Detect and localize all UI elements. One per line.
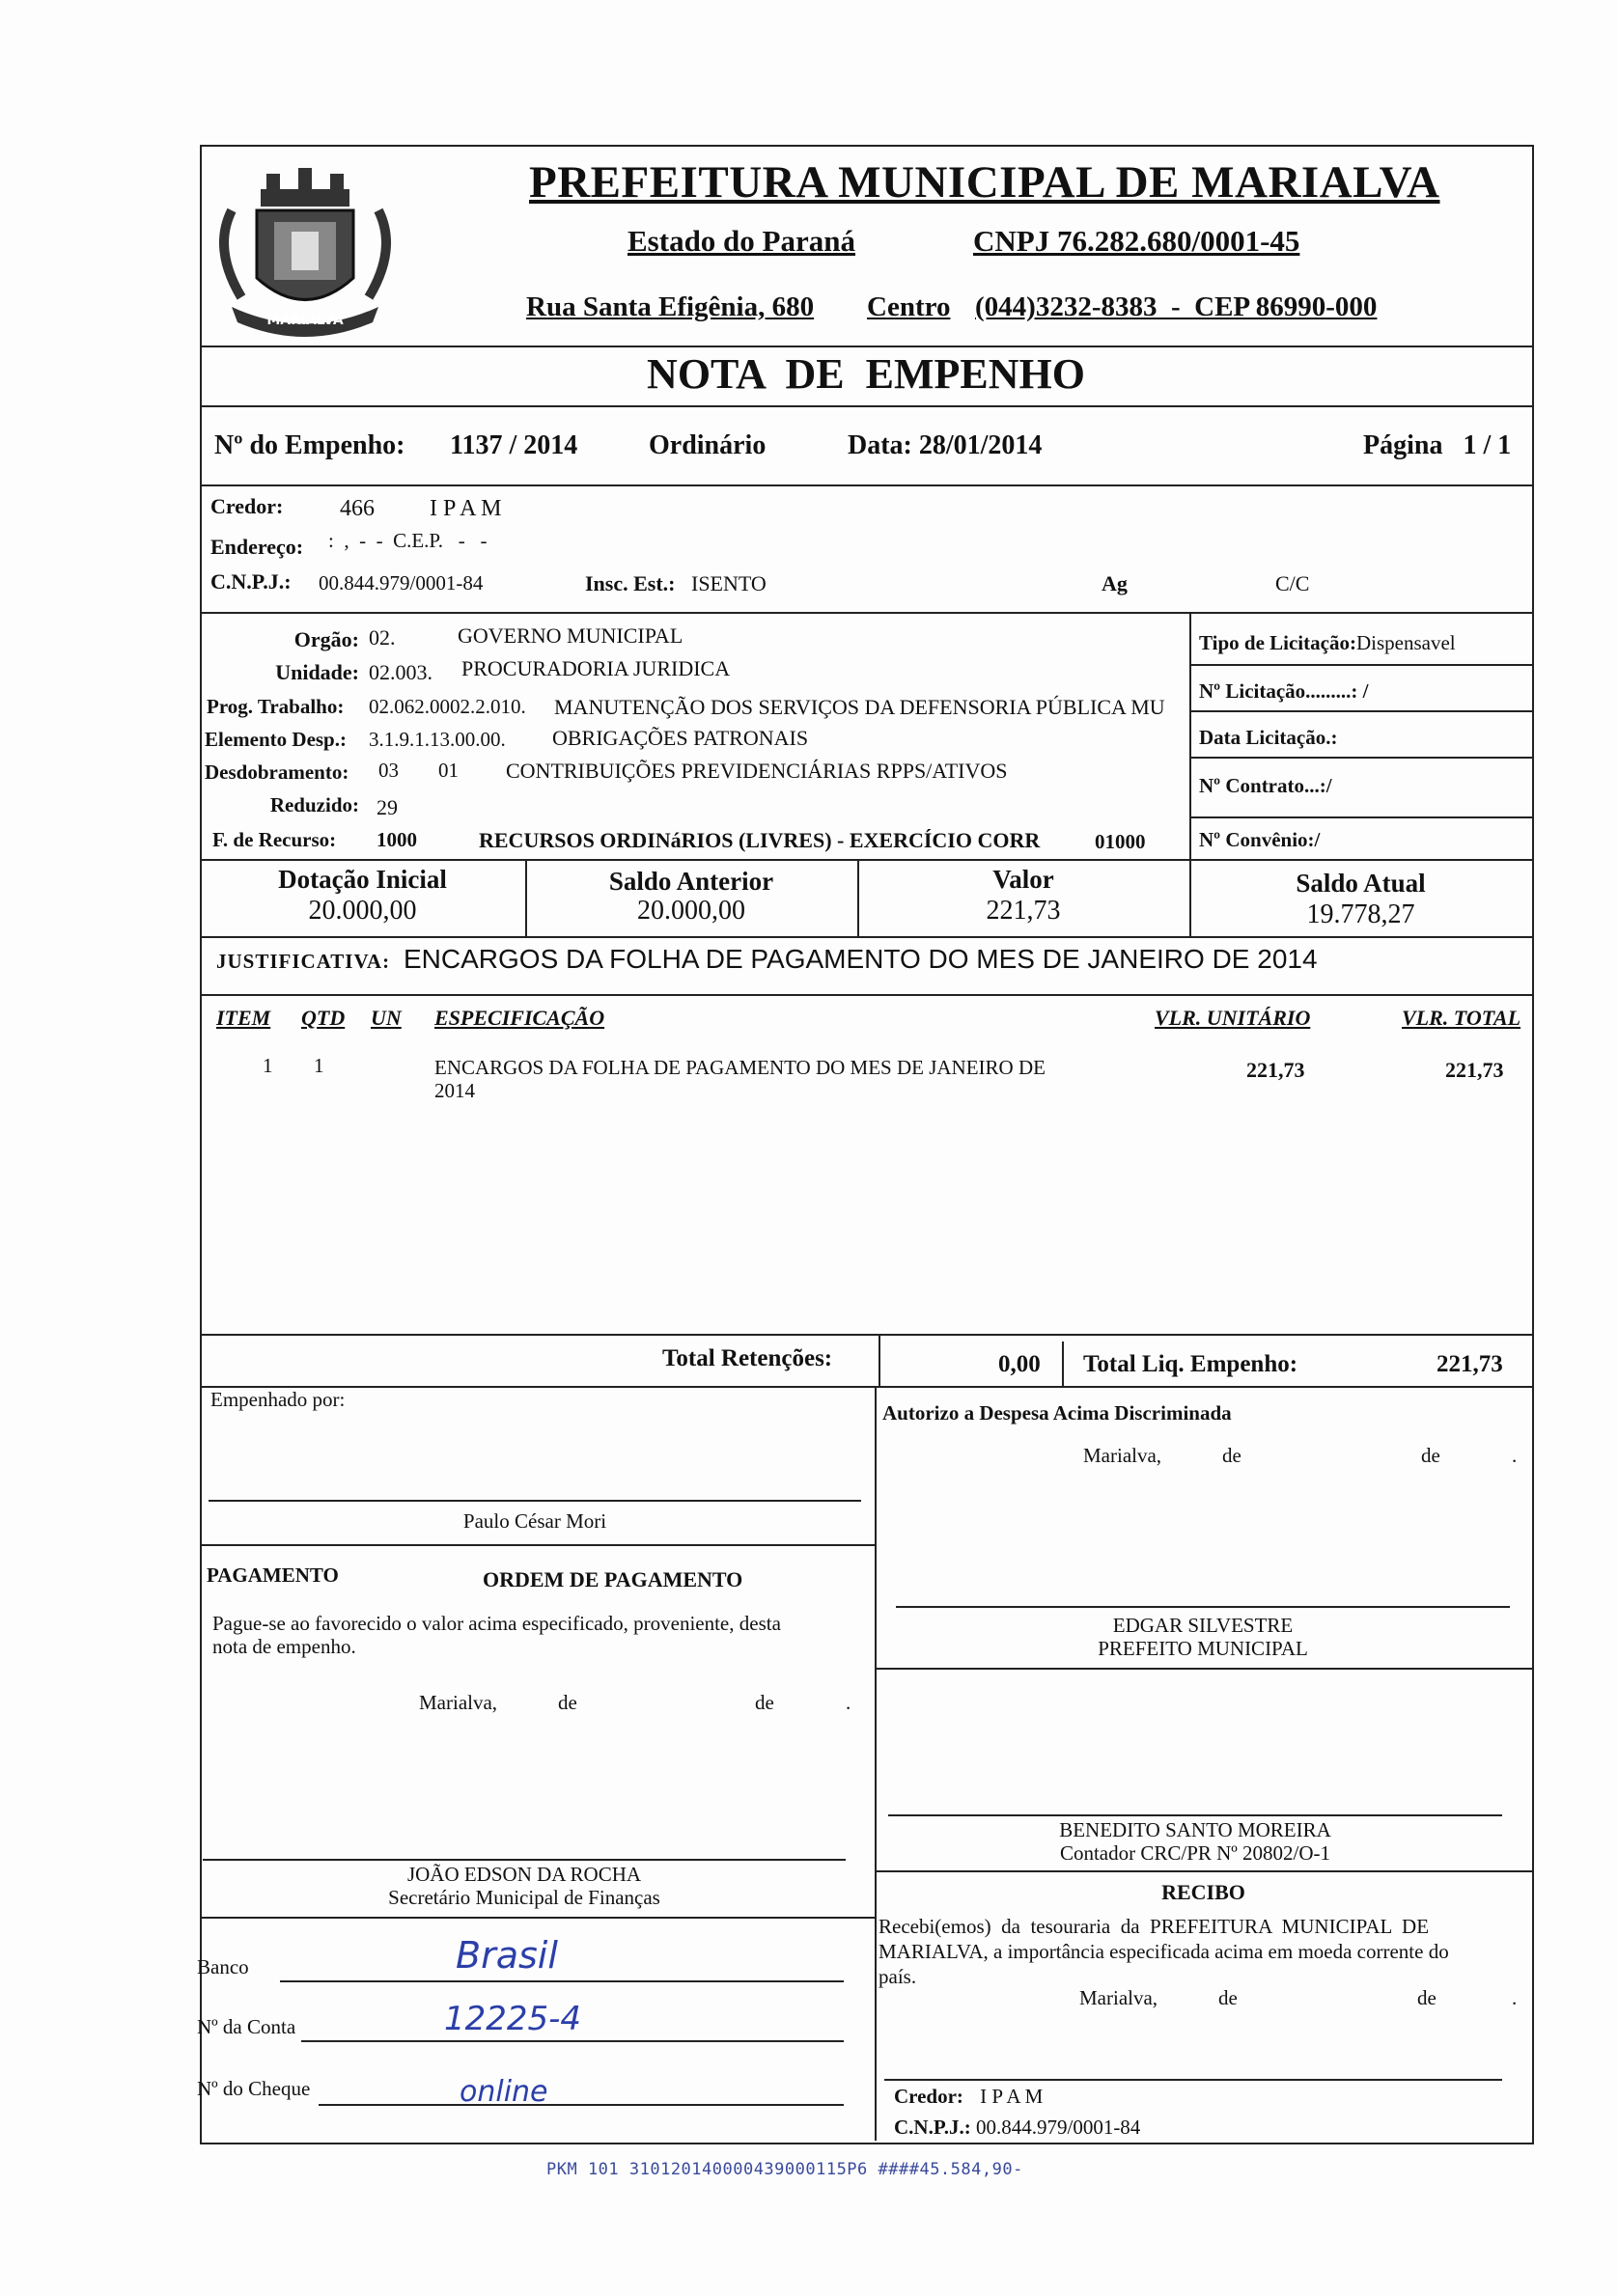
orgao-code: 02. <box>369 625 396 650</box>
cnpj-value: 00.844.979/0001-84 <box>319 571 484 595</box>
justificativa-text: ENCARGOS DA FOLHA DE PAGAMENTO DO MES DE JANEIRO DE 2014 <box>404 944 1318 974</box>
pagamento-label: PAGAMENTO <box>207 1563 339 1587</box>
numero-contrato: Nº Contrato...:/ <box>1199 774 1332 797</box>
empenho-date: Data: 28/01/2014 <box>848 430 1043 460</box>
row-item: 1 <box>263 1054 273 1077</box>
cheque-label: Nº do Cheque <box>197 2077 311 2100</box>
data-licitacao: Data Licitação.: <box>1199 726 1338 749</box>
total-retencoes-value: 0,00 <box>998 1351 1041 1377</box>
unidade-code: 02.003. <box>369 660 432 684</box>
cnpj-label: C.N.P.J.: <box>210 569 292 594</box>
pagamento-dot: . <box>846 1691 851 1714</box>
orgao-name: GOVERNO MUNICIPAL <box>458 623 683 648</box>
ag-label: Ag <box>1102 571 1128 595</box>
valor-label: Valor <box>992 865 1054 894</box>
desdobramento-a: 03 <box>378 759 399 782</box>
recibo-cnpj <box>894 2116 1140 2140</box>
col-total: VLR. TOTAL <box>1402 1006 1521 1030</box>
ordem-pagamento-label: ORDEM DE PAGAMENTO <box>483 1567 743 1591</box>
recibo-text-1: Recebi(emos) da tesouraria da PREFEITURA MUNICIPAL DE <box>879 1915 1430 1938</box>
tipo-licitacao <box>1199 631 1456 655</box>
banco-label: Banco <box>197 1955 249 1978</box>
recibo-credor <box>894 2085 1043 2109</box>
col-un: UN <box>371 1006 402 1030</box>
dotacao-inicial-value: 20.000,00 <box>308 896 417 926</box>
pague-text-1: Pague-se ao favorecido o valor acima especificado, proveniente, desta <box>212 1612 781 1635</box>
conta-value: 12225-4 <box>444 2000 582 2038</box>
pagamento-de1: de <box>558 1691 577 1714</box>
desdobramento-b: 01 <box>438 759 459 782</box>
row-total: 221,73 <box>1445 1058 1504 1082</box>
empenho-number: 1137 / 2014 <box>450 430 578 460</box>
credor-name: I P A M <box>430 496 502 521</box>
recibo-credor-value: I P A M <box>980 2085 1044 2108</box>
total-liq-label: Total Liq. Empenho: <box>1083 1351 1298 1377</box>
coat-of-arms-icon <box>203 152 407 344</box>
numero-licitacao: Nº Licitação.........: / <box>1199 679 1369 703</box>
pagamento-de2: de <box>755 1691 774 1714</box>
svg-text:MARIALVA: MARIALVA <box>266 313 344 328</box>
pague-text-2: nota de empenho. <box>212 1635 356 1658</box>
desdobramento-label: Desdobramento: <box>205 761 349 784</box>
justificativa-label: JUSTIFICATIVA: <box>216 950 391 973</box>
reduzido-value: 29 <box>377 795 398 819</box>
row-unitario: 221,73 <box>1246 1058 1305 1082</box>
state-label: Estado do Paraná <box>628 224 855 258</box>
fonte-ref: 01000 <box>1095 830 1146 853</box>
district: Centro <box>867 291 951 322</box>
institution-title: PREFEITURA MUNICIPAL DE MARIALVA <box>529 157 1440 207</box>
col-item: ITEM <box>216 1006 271 1030</box>
cheque-value: online <box>460 2075 548 2109</box>
unidade-label: Unidade: <box>275 660 359 684</box>
row-especificacao-line2: 2014 <box>434 1079 475 1102</box>
recibo-de2: de <box>1417 1986 1437 2009</box>
recibo-de1: de <box>1218 1986 1238 2009</box>
autorizo-label: Autorizo a Despesa Acima Discriminada <box>882 1401 1232 1425</box>
credor-label: Credor: <box>210 494 284 518</box>
col-unitario: VLR. UNITÁRIO <box>1155 1006 1311 1030</box>
dotacao-inicial-label: Dotação Inicial <box>278 865 447 894</box>
numero-convenio: Nº Convênio:/ <box>1199 828 1321 851</box>
fonte-name: RECURSOS ORDINáRIOS (LIVRES) - EXERCÍCIO CORR <box>479 828 1041 852</box>
prog-label: Prog. Trabalho: <box>207 695 345 718</box>
empenho-type: Ordinário <box>649 430 767 460</box>
fonte-code: 1000 <box>377 828 417 851</box>
secretario-role: Secretário Municipal de Finanças <box>388 1886 660 1909</box>
insc-label: Insc. Est.: <box>585 571 676 595</box>
recibo-cnpj-value: 00.844.979/0001-84 <box>975 2116 1141 2139</box>
empenho-number-label: Nº do Empenho: <box>214 430 405 460</box>
recibo-cnpj-label: C.N.P.J.: <box>894 2116 971 2139</box>
coat-of-arms <box>203 152 407 344</box>
col-qtd: QTD <box>301 1006 346 1030</box>
saldo-anterior-value: 20.000,00 <box>637 896 745 926</box>
contador-role: Contador CRC/PR Nº 20802/O-1 <box>1059 1841 1331 1865</box>
pagamento-city: Marialva, <box>419 1691 498 1714</box>
conta-label: Nº da Conta <box>197 2015 296 2038</box>
phone-cep: (044)3232-8383 - CEP 86990-000 <box>975 291 1378 322</box>
secretario-name: JOÃO EDSON DA ROCHA <box>406 1863 642 1886</box>
unidade-name: PROCURADORIA JURIDICA <box>461 656 731 680</box>
recibo-city: Marialva, <box>1079 1986 1158 2009</box>
document-title: NOTA DE EMPENHO <box>647 350 1085 398</box>
empenhado-por-label: Empenhado por: <box>210 1388 346 1411</box>
contador-name: BENEDITO SANTO MOREIRA <box>1059 1818 1331 1841</box>
total-liq-value: 221,73 <box>1437 1351 1503 1377</box>
saldo-atual-label: Saldo Atual <box>1296 869 1426 898</box>
autorizo-dot: . <box>1512 1444 1518 1467</box>
empenhado-por-name: Paulo César Mori <box>462 1509 607 1533</box>
page-number: Página 1 / 1 <box>1363 430 1512 460</box>
prog-name: MANUTENÇÃO DOS SERVIÇOS DA DEFENSORIA PÚBLICA MU <box>554 695 1165 719</box>
autorizo-de1: de <box>1222 1444 1241 1467</box>
cc-label: C/C <box>1275 571 1310 595</box>
row-especificacao-line1: ENCARGOS DA FOLHA DE PAGAMENTO DO MES DE JANEIRO DE <box>434 1056 1046 1079</box>
recibo-credor-label: Credor: <box>894 2085 963 2108</box>
insc-value: ISENTO <box>691 571 767 595</box>
prefeito-name: EDGAR SILVESTRE <box>1112 1614 1294 1637</box>
fonte-label: F. de Recurso: <box>212 828 337 851</box>
recibo-text-3: país. <box>879 1965 917 1988</box>
cnpj-header: CNPJ 76.282.680/0001-45 <box>973 224 1300 258</box>
valor-value: 221,73 <box>986 896 1061 926</box>
footer-code: PKM 101 310120140000439000115P6 ####45.584,90- <box>546 2160 1023 2179</box>
col-especificacao: ESPECIFICAÇÃO <box>434 1006 605 1030</box>
elemento-code: 3.1.9.1.13.00.00. <box>369 728 506 751</box>
table-row <box>200 1054 1532 1112</box>
elemento-label: Elemento Desp.: <box>205 728 347 751</box>
recibo-text-2: MARIALVA, a importância especificada acima em moeda corrente do <box>879 1940 1449 1963</box>
autorizo-city: Marialva, <box>1083 1444 1162 1467</box>
reduzido-label: Reduzido: <box>269 793 359 816</box>
desdobramento-name: CONTRIBUIÇÕES PREVIDENCIÁRIAS RPPS/ATIVOS <box>506 759 1008 783</box>
prefeito-role: PREFEITO MUNICIPAL <box>1098 1637 1308 1660</box>
recibo-label: RECIBO <box>1161 1880 1245 1904</box>
elemento-name: OBRIGAÇÕES PATRONAIS <box>552 726 809 750</box>
banco-value: Brasil <box>456 1934 558 1977</box>
autorizo-de2: de <box>1421 1444 1440 1467</box>
endereco-value: : , - - C.E.P. - - <box>328 529 488 552</box>
row-qtd: 1 <box>314 1054 324 1077</box>
saldo-atual-value: 19.778,27 <box>1306 899 1415 929</box>
credor-code: 466 <box>340 496 375 521</box>
total-retencoes-label: Total Retenções: <box>662 1345 833 1371</box>
street-address: Rua Santa Efigênia, 680 <box>526 291 815 322</box>
endereco-label: Endereço: <box>210 535 304 559</box>
saldo-anterior-label: Saldo Anterior <box>608 867 774 896</box>
orgao-label: Orgão: <box>293 627 359 651</box>
tipo-licitacao-label: Tipo de Licitação: <box>1199 631 1356 654</box>
prog-code: 02.062.0002.2.010. <box>369 695 526 718</box>
recibo-dot: . <box>1512 1986 1518 2009</box>
tipo-licitacao-value: Dispensavel <box>1355 631 1456 654</box>
